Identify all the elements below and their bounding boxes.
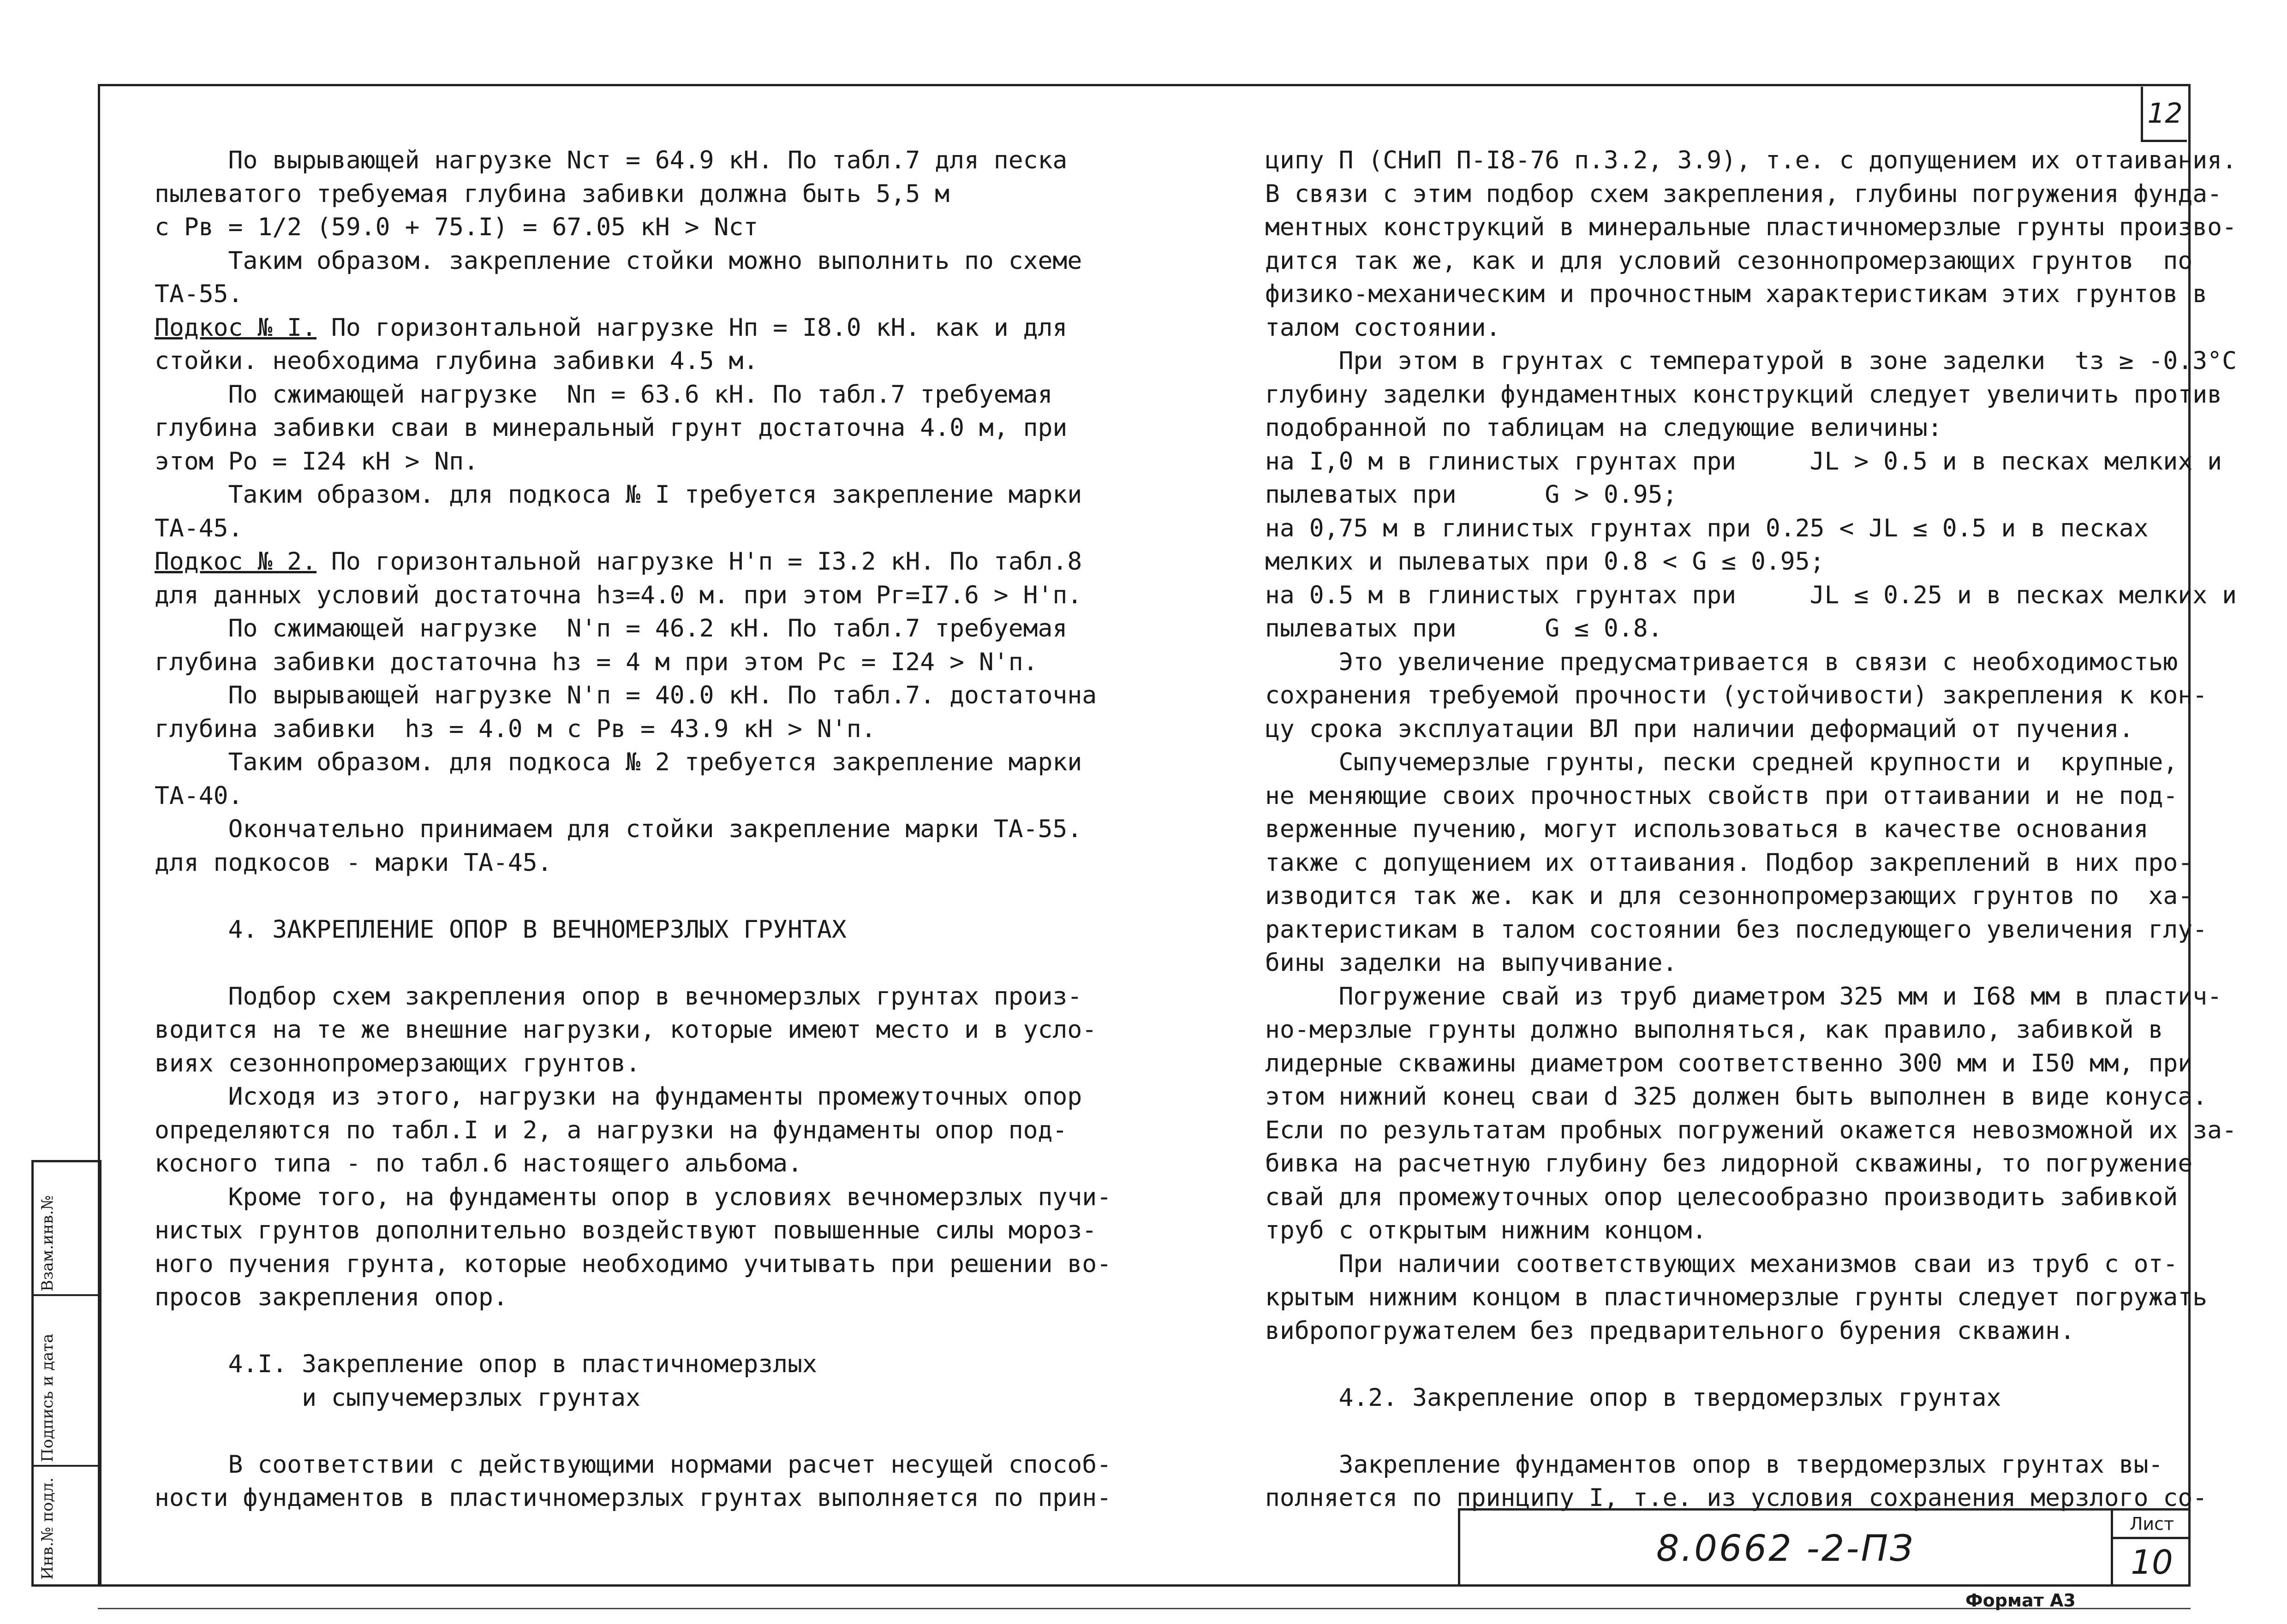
line-text: Погружение свай из труб диаметром 325 мм и I68 мм в пластич- [1265,982,2222,1011]
line-text: мелких и пылеватых при 0.8 < G ≤ 0.95; [1265,547,1825,576]
text-line [1265,244,2193,278]
text-line [1265,345,2237,378]
line-text: пылеватых при G ≤ 0.8. [1265,614,1663,642]
line-text: бины заделки на выпучивание. [1265,949,1678,977]
text-line [1265,1013,2169,1047]
text-line [155,1348,1077,1381]
line-text: свай для промежуточных опор целесообразно производить забивкой [1265,1183,2178,1211]
text-line [155,1181,1112,1214]
text-line [1265,211,2237,244]
line-text: полняется по принципу I, т.е. из условия сохранения мерзлого со- [1265,1484,2208,1512]
text-line [1265,880,2193,913]
text-line [1265,311,2169,345]
text-line [1265,411,2169,445]
line-text: лидерные скважины диаметром соответственно 300 мм и I50 мм, при [1265,1049,2193,1077]
line-text: Кроме того, на фундаменты опор в условиях вечномерзлых пучи- [155,1183,1112,1211]
line-text: Закрепление фундаментов опор в твердомерзлых грунтах вы- [1265,1450,2163,1479]
text-line [155,913,1077,947]
line-text: подобранной по таблицам на следующие величины: [1265,414,1942,442]
text-line [155,178,1077,211]
text-line [1265,1181,2178,1214]
stamp-label-replacement: Взам.инв.№ [38,1195,57,1291]
line-text: ТА-45. [155,514,243,542]
text-line [1265,913,2208,947]
line-text: По горизонтальной нагрузке Нп = I8.0 кН. как и для [316,313,1068,342]
text-line [155,1080,1082,1114]
text-line [1265,1248,2178,1281]
text-line [155,244,1082,278]
line-text: цу срока эксплуатации ВЛ при наличии деформаций от пучения. [1265,714,2134,743]
text-line [155,1448,1112,1482]
line-text: бивка на расчетную глубину без лидорной скважины, то погружение [1265,1149,2193,1178]
line-text: дится так же, как и для условий сезоннопромерзающих грунтов по [1265,246,2193,275]
line-text: По вырывающей нагрузке N'п = 40.0 кН. По табл.7. достаточна [155,681,1097,709]
text-line [1265,779,2178,813]
underlined-heading: Подкос № I. [155,313,316,342]
line-text: верженные пучению, могут использоваться в качестве основания [1265,815,2149,843]
text-line [1265,278,2208,311]
text-line [1265,1315,2169,1348]
sheet-corner-number: 12 [2141,87,2187,142]
text-line [155,646,1077,679]
line-text: По горизонтальной нагрузке Н'п = I3.2 кН. По табл.8 [316,547,1082,576]
text-line [155,1281,1077,1315]
text-line [155,278,1077,311]
stamp-label-original: Инв.№ подл. [38,1477,57,1580]
sheet-cell [2111,1511,2191,1587]
text-line [155,378,1077,412]
line-text: глубина забивки hз = 4.0 м с Рв = 43.9 кН > N'п. [155,714,876,743]
text-line [1265,980,2222,1014]
line-text: Таким образом. для подкоса № 2 требуется закрепление марки [155,748,1082,776]
line-text: для подкосов - марки ТА-45. [155,848,552,877]
text-line [155,1248,1112,1281]
text-line [155,813,1082,846]
text-line [1265,612,2169,646]
line-text: на 0,75 м в глинистых грунтах при 0.25 < JL ≤ 0.5 и в песках [1265,514,2149,542]
text-line [1265,846,2193,880]
line-text: на I,0 м в глинистых грунтах при JL > 0.5 и в песках мелких и [1265,447,2222,476]
text-line [1265,1114,2237,1148]
text-line [155,345,1077,378]
line-text: ного пучения грунта, которые необходимо учитывать при решении во- [155,1249,1112,1278]
line-text: виях сезоннопромерзающих грунтов. [155,1049,640,1077]
text-line [155,144,1077,178]
line-text: просов закрепления опор. [155,1283,508,1311]
side-stamp [31,1160,102,1587]
line-text: глубину заделки фундаментных конструкций следует увеличить против [1265,380,2222,409]
line-text: 4.I. Закрепление опор в пластичномерзлых [155,1350,817,1378]
text-line [1265,545,2169,579]
line-text: также с допущением их оттаивания. Подбор закреплений в них про- [1265,848,2193,877]
sheet-number: 10 [2131,1543,2173,1582]
line-text: рактеристикам в талом состоянии без последующего увеличения глу- [1265,915,2208,944]
paper-format: Формат А3 [1965,1590,2076,1611]
line-text: глубина забивки сваи в минеральный грунт достаточна 4.0 м, при [155,414,1068,442]
line-text: физико-механическим и прочностным характеристикам этих грунтов в [1265,280,2208,308]
text-line [155,880,1077,913]
title-block [1458,1508,2191,1587]
right-text-column [1265,144,2237,1515]
line-text: но-мерзлые грунты должно выполняться, как правило, забивкой в [1265,1016,2163,1044]
line-text: талом состоянии. [1265,313,1501,342]
line-text: ТА-55. [155,280,243,308]
line-text: ТА-40. [155,781,243,810]
line-text: При наличии соответствующих механизмов сваи из труб с от- [1265,1249,2178,1278]
text-line [155,946,1077,980]
text-line [1265,946,2169,980]
line-text: для данных условий достаточна hз=4.0 м. при этом Рг=I7.6 > Н'п. [155,581,1082,609]
line-text: определяются по табл.I и 2, а нагрузки на фундаменты опор под- [155,1116,1068,1144]
line-text: Таким образом. закрепление стойки можно выполнить по схеме [155,246,1082,275]
text-line [155,679,1097,713]
text-line [1265,478,2169,512]
line-text: ности фундаментов в пластичномерзлых грунтах выполняется по прин- [155,1484,1112,1512]
line-text: ментных конструкций в минеральные пластичномерзлые грунты произво- [1265,213,2237,241]
text-line [1265,746,2178,779]
line-text: этом Ро = I24 кН > Nп. [155,447,478,476]
line-text: труб с открытым нижним концом. [1265,1216,1707,1244]
text-line [1265,1348,2169,1381]
line-text: не меняющие своих прочностных свойств при оттаивании и не под- [1265,781,2178,810]
text-line [155,746,1082,779]
stamp-cell-signature [34,1296,99,1467]
text-line [155,478,1082,512]
line-text: 4.2. Закрепление опор в твердомерзлых грунтах [1265,1383,2001,1412]
text-line [1265,512,2169,546]
line-text: По вырывающей нагрузке Nст = 64.9 кН. По табл.7 для песка [155,146,1068,174]
sheet-label: Лист [2113,1511,2191,1539]
line-text: водится на те же внешние нагрузки, которые имеют место и в усло- [155,1016,1097,1044]
text-line [155,411,1077,445]
text-line [1265,144,2237,178]
line-text: этом нижний конец сваи d 325 должен быть выполнен в виде конуса. [1265,1083,2208,1111]
line-text: глубина забивки достаточна hз = 4 м при этом Рс = I24 > N'п. [155,648,1038,676]
text-line [155,980,1082,1014]
text-line [1265,1448,2169,1482]
text-line [155,579,1082,613]
line-text: По сжимающей нагрузке Nп = 63.6 кН. По табл.7 требуемая [155,380,1053,409]
line-text: и сыпучемерзлых грунтах [155,1383,640,1412]
text-line [155,1415,1077,1448]
text-line [1265,579,2237,613]
line-text: Окончательно принимаем для стойки закрепление марки ТА-55. [155,815,1082,843]
line-text: Сыпучемерзлые грунты, пески средней крупности и крупные, [1265,748,2178,776]
line-text: Если по результатам пробных погружений окажется невозможной их за- [1265,1116,2237,1144]
text-line [155,1214,1097,1248]
text-line [1265,178,2222,211]
bottom-rule [98,1608,2191,1609]
line-text: пылеватых при G > 0.95; [1265,481,1678,509]
line-text: По сжимающей нагрузке N'п = 46.2 кН. По табл.7 требуемая [155,614,1068,642]
text-line [1265,1147,2193,1181]
text-line [1265,713,2169,746]
left-text-column [155,144,1112,1515]
text-line [1265,1047,2193,1081]
text-line [155,445,1077,479]
text-line [155,1047,1077,1081]
stamp-label-signature: Подпись и дата [38,1333,57,1462]
line-text: ципу П (СНиП П-I8-76 п.3.2, 3.9), т.е. с допущением их оттаивания. [1265,146,2237,174]
text-line [155,713,1077,746]
text-line [155,1147,1077,1181]
text-line [155,1315,1077,1348]
line-text: пылеватого требуемая глубина забивки должна быть 5,5 м [155,179,950,208]
underlined-heading: Подкос № 2. [155,547,316,576]
document-code: 8.0662 -2-ПЗ [1656,1528,1915,1570]
line-text: на 0.5 м в глинистых грунтах при JL ≤ 0.25 и в песках мелких и [1265,581,2237,609]
text-line [1265,646,2178,679]
text-line [155,545,1082,579]
line-text: изводится так же. как и для сезоннопромерзающих грунтов по ха- [1265,882,2193,910]
line-text: крытым нижним концом в пластичномерзлые грунты следует погружать [1265,1283,2208,1311]
line-text: с Рв = 1/2 (59.0 + 75.I) = 67.05 кН > Nст [155,213,758,241]
line-text: В соответствии с действующими нормами расчет несущей способ- [155,1450,1112,1479]
text-line [155,1381,1077,1415]
text-line [155,1481,1112,1515]
text-line [155,846,1077,880]
text-line [1265,813,2169,846]
text-line [1265,1381,2169,1415]
text-line [155,211,1077,244]
line-text: 4. ЗАКРЕПЛЕНИЕ ОПОР В ВЕЧНОМЕРЗЛЫХ ГРУНТАХ [155,915,847,944]
text-line [1265,1080,2208,1114]
line-text: стойки. необходима глубина забивки 4.5 м. [155,347,758,375]
line-text: В связи с этим подбор схем закрепления, глубины погружения фунда- [1265,179,2222,208]
text-line [155,512,1077,546]
text-line [1265,1281,2208,1315]
text-line [1265,1214,2169,1248]
text-line [155,779,1077,813]
line-text: Исходя из этого, нагрузки на фундаменты промежуточных опор [155,1083,1082,1111]
text-line [155,311,1077,345]
line-text: сохранения требуемой прочности (устойчивости) закрепления к кон- [1265,681,2208,709]
text-line [155,1013,1097,1047]
line-text: вибропогружателем без предварительного бурения скважин. [1265,1316,2075,1345]
stamp-cell-original [34,1467,99,1584]
line-text: Это увеличение предусматривается в связи с необходимостью [1265,648,2178,676]
line-text: При этом в грунтах с температурой в зоне заделки tз ≥ -0.3°С [1265,347,2237,375]
text-line [155,1114,1077,1148]
stamp-cell-replacement [34,1162,99,1296]
line-text: Подбор схем закрепления опор в вечномерзлых грунтах произ- [155,982,1082,1011]
text-line [1265,378,2222,412]
line-text: косного типа - по табл.6 настоящего альбома. [155,1149,802,1178]
text-line [155,612,1077,646]
text-line [1265,1415,2169,1448]
line-text: нистых грунтов дополнительно воздействуют повышенные силы морoз- [155,1216,1097,1244]
text-line [1265,679,2208,713]
line-text: Таким образом. для подкоса № I требуется закрепление марки [155,481,1082,509]
text-line [1265,445,2222,479]
